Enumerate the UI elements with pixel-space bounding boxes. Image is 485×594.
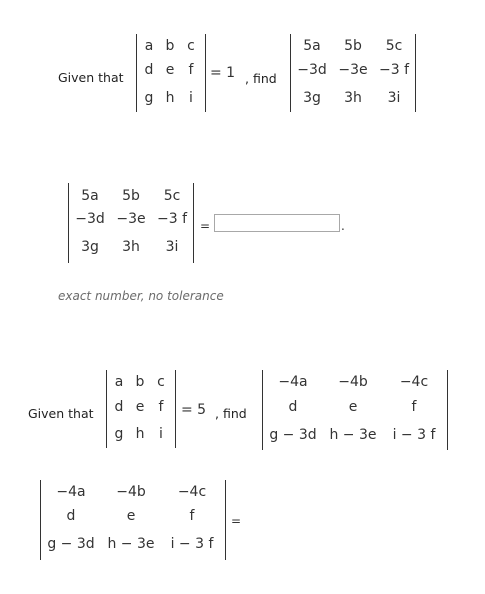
answer-equals-2: =: [231, 514, 242, 528]
matrix-cell: e: [348, 399, 358, 415]
matrix-cell: −4a: [278, 374, 308, 390]
matrix-cell: d: [144, 62, 154, 78]
matrix-cell: −4a: [56, 484, 86, 500]
matrix-cell: −3e: [338, 62, 368, 78]
matrix-cell: d: [66, 508, 76, 524]
matrix-cell: i: [189, 90, 193, 106]
matrix-cell: −3d: [297, 62, 327, 78]
matrix-cell: i − 3 f: [170, 536, 214, 552]
matrix-cell: b: [165, 38, 175, 54]
matrix-cell: e: [165, 62, 175, 78]
determinant-target-2: [262, 370, 448, 450]
matrix-cell: g − 3d: [47, 536, 95, 552]
answer-input[interactable]: [214, 214, 340, 232]
matrix-cell: g: [114, 426, 124, 442]
matrix-cell: −3 f: [156, 211, 188, 227]
matrix-cell: c: [157, 374, 165, 390]
matrix-cell: i − 3 f: [392, 427, 436, 443]
matrix-cell: 3h: [344, 90, 362, 106]
answer-equals: =: [200, 219, 211, 233]
matrix-cell: 5b: [344, 38, 362, 54]
matrix-cell: f: [411, 399, 417, 415]
matrix-cell: h − 3e: [107, 536, 155, 552]
matrix-cell: h: [165, 90, 175, 106]
matrix-cell: a: [114, 374, 124, 390]
tolerance-note: exact number, no tolerance: [58, 289, 224, 303]
matrix-cell: g: [144, 90, 154, 106]
matrix-cell: a: [144, 38, 154, 54]
matrix-cell: 5c: [163, 188, 181, 204]
determinant-abc: [136, 34, 206, 112]
matrix-cell: 3i: [387, 90, 401, 106]
matrix-cell: h: [135, 426, 145, 442]
answer-determinant-2: [40, 480, 226, 560]
given-that-label-2: Given that: [28, 406, 94, 421]
matrix-cell: d: [288, 399, 298, 415]
matrix-cell: e: [135, 399, 145, 415]
matrix-cell: d: [114, 399, 124, 415]
equals-value-2: = 5: [181, 402, 207, 418]
matrix-cell: −4b: [338, 374, 368, 390]
matrix-cell: f: [188, 62, 194, 78]
matrix-cell: 5a: [303, 38, 321, 54]
matrix-cell: c: [187, 38, 195, 54]
matrix-cell: 3i: [165, 239, 179, 255]
matrix-cell: −3 f: [378, 62, 410, 78]
matrix-cell: 5c: [385, 38, 403, 54]
answer-determinant: [68, 183, 194, 263]
matrix-cell: −4b: [116, 484, 146, 500]
matrix-cell: b: [135, 374, 145, 390]
matrix-cell: 5b: [122, 188, 140, 204]
matrix-cell: −3e: [116, 211, 146, 227]
matrix-cell: −4c: [177, 484, 207, 500]
matrix-cell: 3h: [122, 239, 140, 255]
find-label-2: , find: [215, 406, 247, 421]
matrix-cell: 5a: [81, 188, 99, 204]
matrix-cell: i: [159, 426, 163, 442]
determinant-target: [290, 34, 416, 112]
determinant-abc-2: [106, 370, 176, 448]
equals-value: = 1: [210, 65, 236, 81]
matrix-cell: f: [158, 399, 164, 415]
find-label: , find: [245, 71, 277, 86]
matrix-cell: −4c: [399, 374, 429, 390]
answer-period: .: [341, 219, 345, 233]
given-that-label: Given that: [58, 70, 124, 85]
matrix-cell: f: [189, 508, 195, 524]
matrix-cell: e: [126, 508, 136, 524]
matrix-cell: −3d: [75, 211, 105, 227]
matrix-cell: g − 3d: [269, 427, 317, 443]
matrix-cell: 3g: [81, 239, 99, 255]
matrix-cell: h − 3e: [329, 427, 377, 443]
matrix-cell: 3g: [303, 90, 321, 106]
